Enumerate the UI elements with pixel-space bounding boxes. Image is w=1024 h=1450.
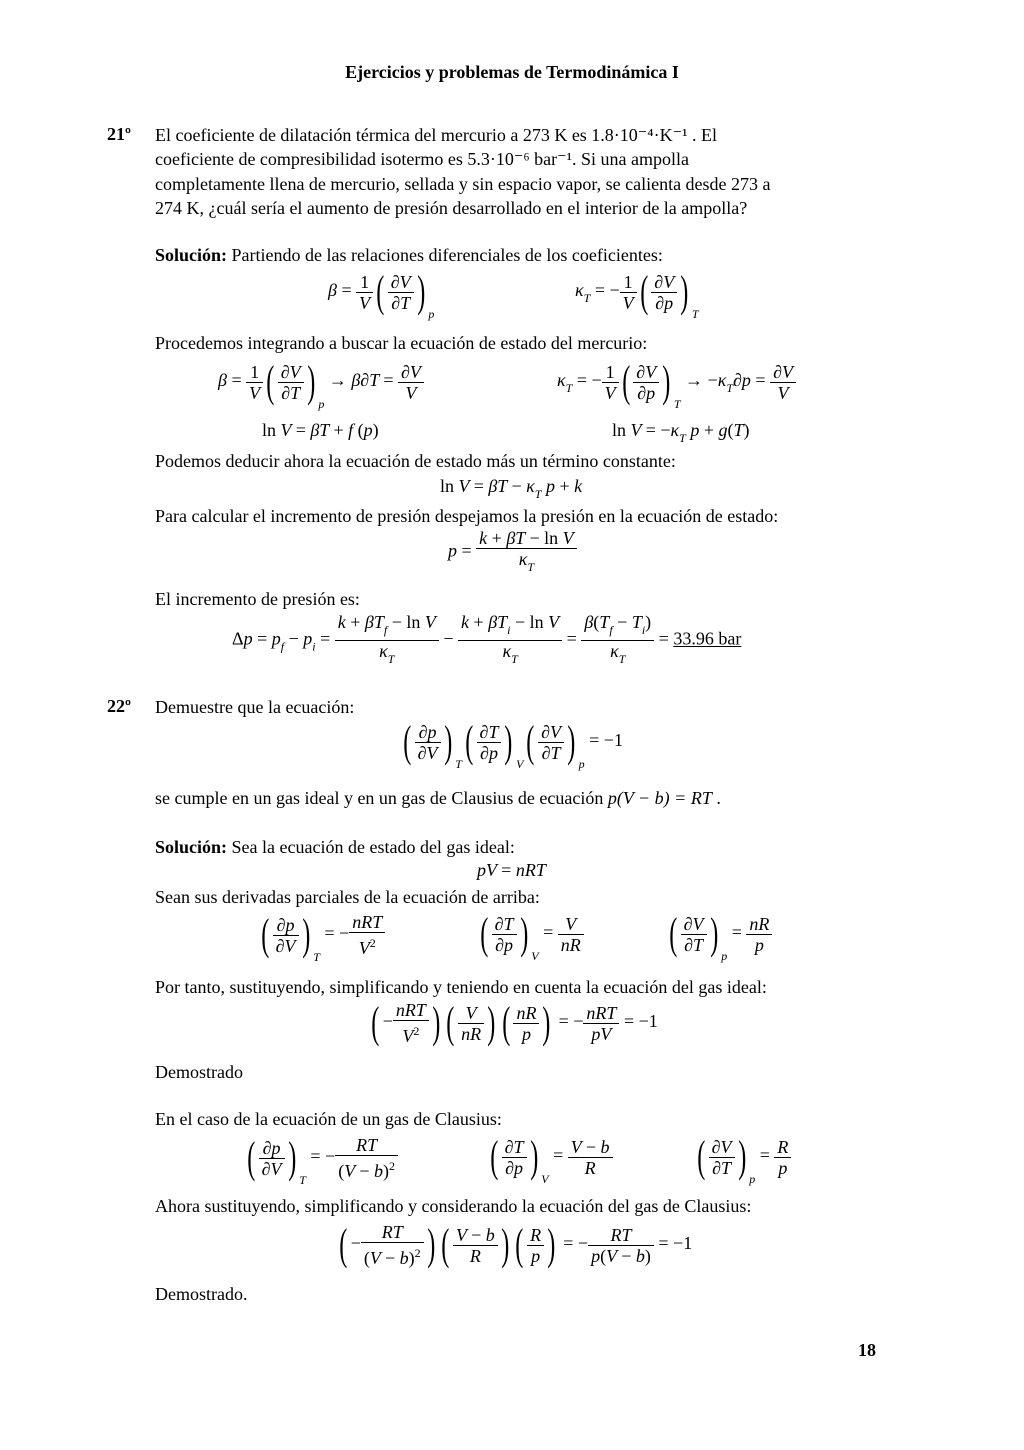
solution-text: Partiendo de las relaciones diferenciales de los coeficientes:	[227, 245, 663, 265]
equation-clausius-dV-dT: ( $\frac{\partial V}{\partial T}$ ) $_p$ = $\frac{R}{p}$	[694, 1135, 791, 1189]
solution-label: Solución:	[155, 837, 228, 857]
equation-ideal-dV-dT: ( $\frac{\partial V}{\partial T}$ ) $_p$ = $\frac{nR}{p}$	[666, 912, 772, 966]
proved-clausius: Demostrado.	[155, 1284, 248, 1304]
solution-21-intro	[155, 244, 663, 266]
problem-21-line-2: coeficiente de compresibilidad isotermo es 5.3·10⁻⁶ bar⁻¹. Si una ampolla	[155, 149, 690, 169]
solution-label: Solución:	[155, 245, 228, 265]
solution-text: Sea la ecuación de estado del gas ideal:	[227, 837, 515, 857]
problem-21-line-1: El coeficiente de dilatación térmica del mercurio a 273 K es 1.8·10⁻⁴·K⁻¹ . El	[155, 125, 717, 145]
page-number: 18	[858, 1340, 876, 1360]
solution-22-intro	[155, 836, 515, 858]
equation-ideal-product: ( − $\frac{\text{nRT}}{V^2}$ ) ( $\frac{V}{nR}$ ) ( $\frac{nR}{p}$ ) = − $\frac{\text{nRT}}{pV}$ = −1	[371, 998, 658, 1047]
problem-number-22: 22º	[107, 696, 131, 716]
solution-21-text-5: El incremento de presión es:	[155, 589, 360, 609]
equation-beta-def: β = $\frac{1}{V}$ ( $\frac{\partial V}{\partial T}$ ) $_p$	[328, 267, 435, 322]
equation-state: $\ln V = \beta T - \kappa_T$ p + k	[440, 476, 583, 501]
proved-ideal: Demostrado	[155, 1062, 243, 1082]
solution-22-text-2: Sean sus derivadas parciales de la ecuación de arriba:	[155, 887, 540, 907]
equation-pressure: p = $\frac{\text{k + βT − ln V}}{\kappa_T}$	[448, 528, 577, 577]
problem-22-line-1: Demuestre que la ecuación:	[155, 697, 355, 717]
problem-22-text: se cumple en un gas ideal y en un gas de Clausius de ecuación	[155, 788, 604, 808]
problem-21-line-4: 274 K, ¿cuál sería el aumento de presión desarrollado en el interior de la ampolla?	[155, 198, 748, 218]
equation-kappa-def: $\kappa_T$ = − $\frac{1}{V}$ ( $\frac{\partial V}{\partial p}$ ) $_T$	[575, 267, 699, 322]
equation-ideal-dT-dp: ( $\frac{\partial T}{\partial p}$ ) $_V$ = $\frac{V}{nR}$	[477, 912, 584, 966]
equation-beta-integrate: β = $\frac{1}{V}$ ( $\frac{\partial V}{\partial T}$ ) $_p$ → β∂T = $\frac{\partial V}{V}$	[218, 360, 424, 414]
clausius-equation: p(V − b) = RT	[607, 788, 712, 808]
solution-22-text-5: Ahora sustituyendo, simplificando y considerando la ecuación del gas de Clausius:	[155, 1196, 752, 1216]
equation-clausius-product: ( − $\frac{RT}{(V - b)^2}$ ) ( $\frac{V - b}{R}$ ) ( $\frac{R}{p}$ ) = − $\frac{RT}{p(V - b)}$ = −1	[339, 1220, 693, 1269]
equation-clausius-dp-dV: ( $\frac{\partial p}{\partial V}$ ) $_T$ = − $\frac{RT}{(V - b)^2}$	[244, 1135, 398, 1190]
result-value: 33.96 bar	[673, 628, 742, 649]
solution-21-text-3: Podemos deducir ahora la ecuación de estado más un término constante:	[155, 451, 676, 471]
problem-number-21: 21º	[107, 124, 131, 144]
equation-lnV-kappa: $\ln V = -\kappa_T$ p + g(T)	[612, 420, 750, 445]
equation-ideal-dp-dV: ( $\frac{\partial p}{\partial V}$ ) $_T$ = − $\frac{\text{nRT}}{V^2}$	[258, 912, 385, 967]
equation-clausius-dT-dp: ( $\frac{\partial T}{\partial p}$ ) $_V$ = $\frac{V - b}{R}$	[487, 1135, 613, 1189]
equation-cyclic: ( $\frac{\partial p}{\partial V}$ ) $_T$( $\frac{\partial T}{\partial p}$ ) $_V$( $\frac{\partial V}{\partial T}$ ) $_p$ = −1	[403, 717, 623, 772]
solution-22-text-4: En el caso de la ecuación de un gas de Clausius:	[155, 1109, 502, 1129]
equation-ideal-gas: pV = nRT	[477, 860, 546, 880]
page-header: Ejercicios y problemas de Termodinámica I	[345, 62, 679, 82]
problem-22-line-2: se cumple en un gas ideal y en un gas de Clausius de ecuación p(V − b) = RT .	[155, 788, 721, 808]
solution-21-text-2: Procedemos integrando a buscar la ecuación de estado del mercurio:	[155, 333, 648, 353]
solution-22-text-3: Por tanto, sustituyendo, simplificando y teniendo en cuenta la ecuación del gas ideal:	[155, 977, 767, 997]
equation-delta-p: $\Delta p = p_f - p_i$ = $\frac{k + \beta T_f - \ln V}{\kappa_T}$ − $\frac{k + \beta T_i - \ln V}{\kappa_T}$ = $\frac{\beta(T_f - T_i)}{\kappa_T}$ = 33.96 bar	[232, 612, 742, 666]
solution-21-text-4: Para calcular el incremento de presión despejamos la presión en la ecuación de estado:	[155, 506, 779, 526]
equation-lnV-beta: ln V = βT + f (p)	[262, 420, 379, 440]
equation-kappa-integrate: $\kappa_T$ = − $\frac{1}{V}$ ( $\frac{\partial V}{\partial p}$ ) $_T \to -\kappa_T\partial p$ = $\frac{\partial V}{V}$	[557, 360, 796, 414]
problem-21-line-3: completamente llena de mercurio, sellada y sin espacio vapor, se calienta desde 273 a	[155, 174, 771, 194]
